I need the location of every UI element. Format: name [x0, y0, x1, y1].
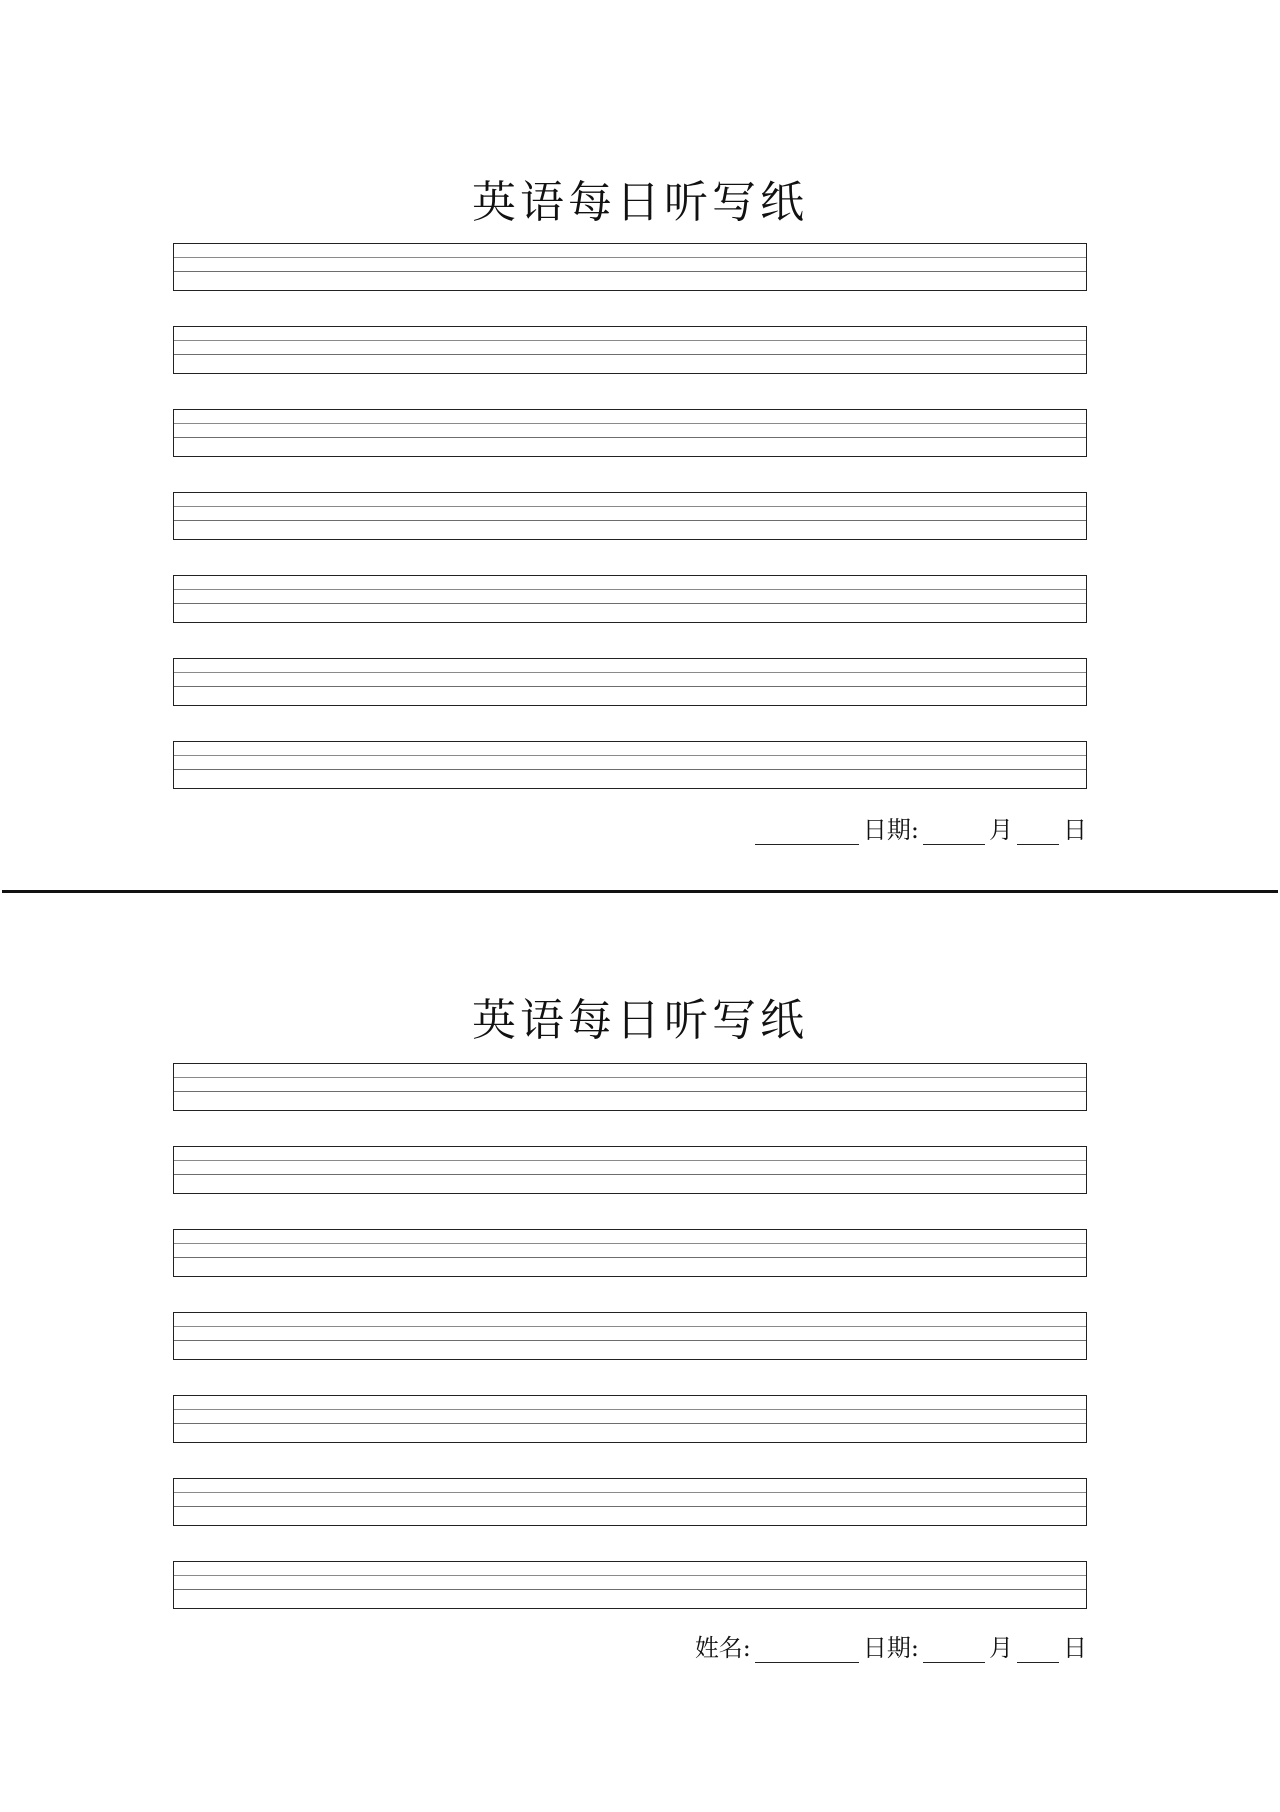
month-blank[interactable]: [923, 1640, 985, 1663]
guide-line: [174, 603, 1086, 604]
guide-line: [174, 769, 1086, 770]
sheet-title: 英语每日听写纸: [472, 995, 808, 1046]
guide-line: [174, 1160, 1086, 1161]
dictation-sheet-top: [0, 0, 1280, 890]
sheet-title: 英语每日听写纸: [472, 177, 808, 228]
guide-line: [174, 1409, 1086, 1410]
month-label: 月: [989, 1634, 1013, 1662]
writing-line-box[interactable]: [173, 575, 1087, 623]
guide-line: [174, 340, 1086, 341]
writing-line-box[interactable]: [173, 326, 1087, 374]
guide-line: [174, 1257, 1086, 1258]
guide-line: [174, 1589, 1086, 1590]
writing-line-box[interactable]: [173, 1312, 1087, 1360]
guide-line: [174, 686, 1086, 687]
guide-line: [174, 1077, 1086, 1078]
date-label: 日期:: [862, 1634, 919, 1662]
guide-line: [174, 1340, 1086, 1341]
guide-line: [174, 589, 1086, 590]
writing-line-box[interactable]: [173, 1561, 1087, 1609]
writing-line-box[interactable]: [173, 409, 1087, 457]
guide-line: [174, 1506, 1086, 1507]
writing-line-box[interactable]: [173, 243, 1087, 291]
day-label: 日: [1063, 816, 1087, 844]
name-blank[interactable]: [755, 1640, 859, 1663]
guide-line: [174, 672, 1086, 673]
dictation-sheet-bottom: [0, 820, 1280, 1812]
guide-line: [174, 506, 1086, 507]
writing-line-box[interactable]: [173, 1478, 1087, 1526]
guide-line: [174, 520, 1086, 521]
writing-line-box[interactable]: [173, 1063, 1087, 1111]
guide-line: [174, 1575, 1086, 1576]
writing-line-box[interactable]: [173, 1146, 1087, 1194]
guide-line: [174, 257, 1086, 258]
guide-line: [174, 1326, 1086, 1327]
writing-line-box[interactable]: [173, 492, 1087, 540]
writing-lines: [173, 243, 1087, 824]
writing-line-box[interactable]: [173, 658, 1087, 706]
guide-line: [174, 755, 1086, 756]
guide-line: [174, 271, 1086, 272]
guide-line: [174, 437, 1086, 438]
day-blank[interactable]: [1017, 1640, 1059, 1663]
writing-line-box[interactable]: [173, 1229, 1087, 1277]
guide-line: [174, 1174, 1086, 1175]
date-label: 日期:: [862, 816, 919, 844]
guide-line: [174, 1492, 1086, 1493]
writing-lines: [173, 1063, 1087, 1644]
month-label: 月: [989, 816, 1013, 844]
writing-line-box[interactable]: [173, 1395, 1087, 1443]
guide-line: [174, 1243, 1086, 1244]
day-label: 日: [1063, 1634, 1087, 1662]
guide-line: [174, 1091, 1086, 1092]
guide-line: [174, 354, 1086, 355]
writing-line-box[interactable]: [173, 741, 1087, 789]
name-label: 姓名:: [694, 1634, 751, 1662]
guide-line: [174, 423, 1086, 424]
sheet-footer: [695, 1628, 1087, 1663]
guide-line: [174, 1423, 1086, 1424]
